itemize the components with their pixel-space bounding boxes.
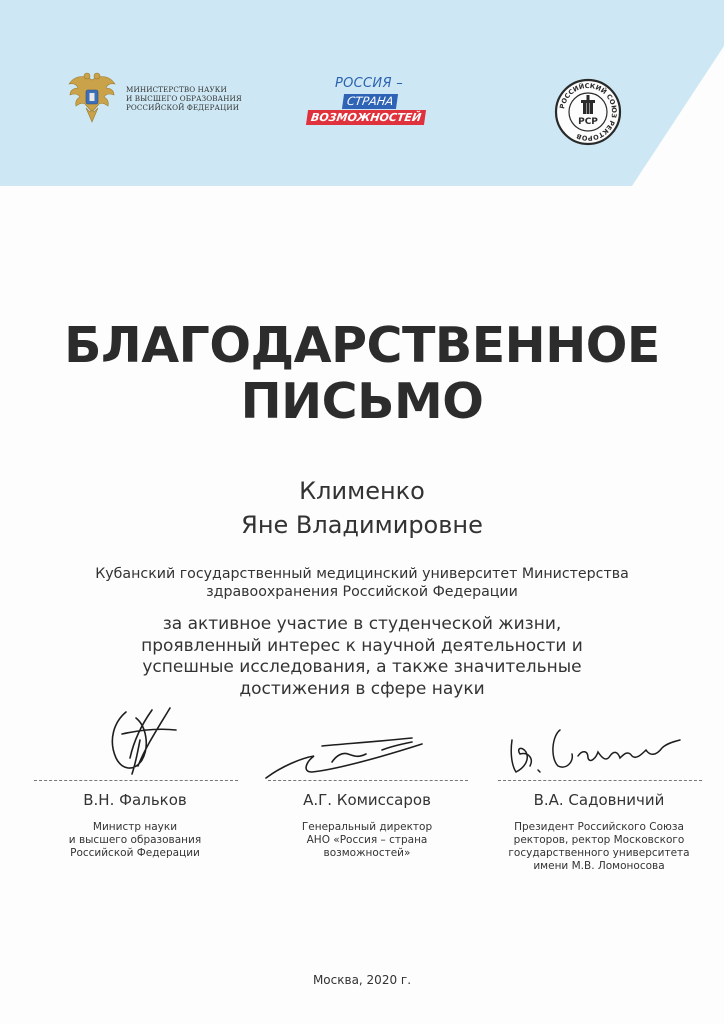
signatory-name: В.Н. Фальков	[83, 791, 187, 809]
signatory-komissarov	[262, 700, 472, 890]
place-and-date: Москва, 2020 г.	[312, 973, 412, 987]
handwritten-signature	[30, 700, 240, 785]
recipient-given-names: Яне Владимировне	[241, 511, 483, 539]
logo-text-opportunities: ВОЗМОЖНОСТЕЙ	[306, 110, 426, 125]
role-line: Российской Федерации	[70, 847, 200, 859]
signatory-role	[30, 821, 240, 860]
rsr-ring-text: РОССИЙСКИЙ СОЮЗ РЕКТОРОВ	[558, 81, 619, 143]
signatory-sadovnichy	[494, 700, 704, 890]
ministry-name	[126, 85, 242, 112]
role-line: АНО «Россия – страна	[306, 834, 428, 846]
signature-line	[34, 780, 238, 781]
eagle-emblem-icon	[66, 70, 118, 126]
role-line: ректоров, ректор Московского	[513, 834, 685, 846]
signature-line	[268, 780, 468, 781]
logo-text-russia: РОССИЯ –	[335, 76, 404, 91]
signatory-falkov	[30, 700, 240, 890]
signatory-name: А.Г. Комиссаров	[303, 791, 431, 809]
organization-line: Кубанский государственный медицинский университет Министерства	[95, 566, 629, 582]
reason-line: за активное участие в студенческой жизни,	[162, 614, 562, 634]
handwritten-signature	[494, 700, 704, 785]
recipient-name	[0, 474, 724, 542]
rectors-union-logo	[554, 78, 622, 146]
title-line: ПИСЬМО	[240, 373, 484, 430]
logo-text-country: СТРАНА	[342, 94, 398, 109]
document-title	[0, 318, 724, 430]
role-line: Генеральный директор	[301, 821, 433, 833]
reason-line: успешные исследования, а также значительные	[142, 657, 582, 677]
signatory-name: В.А. Садовничий	[533, 791, 665, 809]
handwritten-signature	[262, 700, 472, 785]
reason-line: достижения в сфере науки	[239, 678, 485, 699]
ministry-line: РОССИЙСКОЙ ФЕДЕРАЦИИ	[126, 102, 240, 112]
reason-line: проявленный интерес к научной деятельности и	[141, 635, 583, 656]
role-line: и высшего образования	[68, 834, 202, 846]
recipient-surname: Клименко	[299, 477, 425, 505]
rectors-union-seal-icon	[554, 78, 622, 146]
role-line: государственного университета	[508, 847, 690, 859]
organization-line: здравоохранения Российской Федерации	[206, 584, 518, 600]
recipient-organization	[0, 565, 724, 601]
title-line: БЛАГОДАРСТВЕННОЕ	[64, 317, 660, 374]
role-line: возможностей»	[323, 847, 411, 859]
signature-line	[498, 780, 702, 781]
role-line: имени М.В. Ломоносова	[533, 860, 665, 872]
signatory-role	[262, 821, 472, 860]
rsr-abbr: РСР	[578, 117, 598, 127]
award-reason	[0, 614, 724, 700]
ministry-line: МИНИСТЕРСТВО НАУКИ	[126, 84, 227, 94]
role-line: Министр науки	[92, 821, 178, 833]
russia-opportunities-logo	[305, 76, 437, 128]
role-line: Президент Российского Союза	[514, 821, 684, 833]
ministry-logo	[66, 70, 242, 126]
signatory-role	[494, 821, 704, 873]
ministry-line: И ВЫСШЕГО ОБРАЗОВАНИЯ	[126, 93, 242, 103]
